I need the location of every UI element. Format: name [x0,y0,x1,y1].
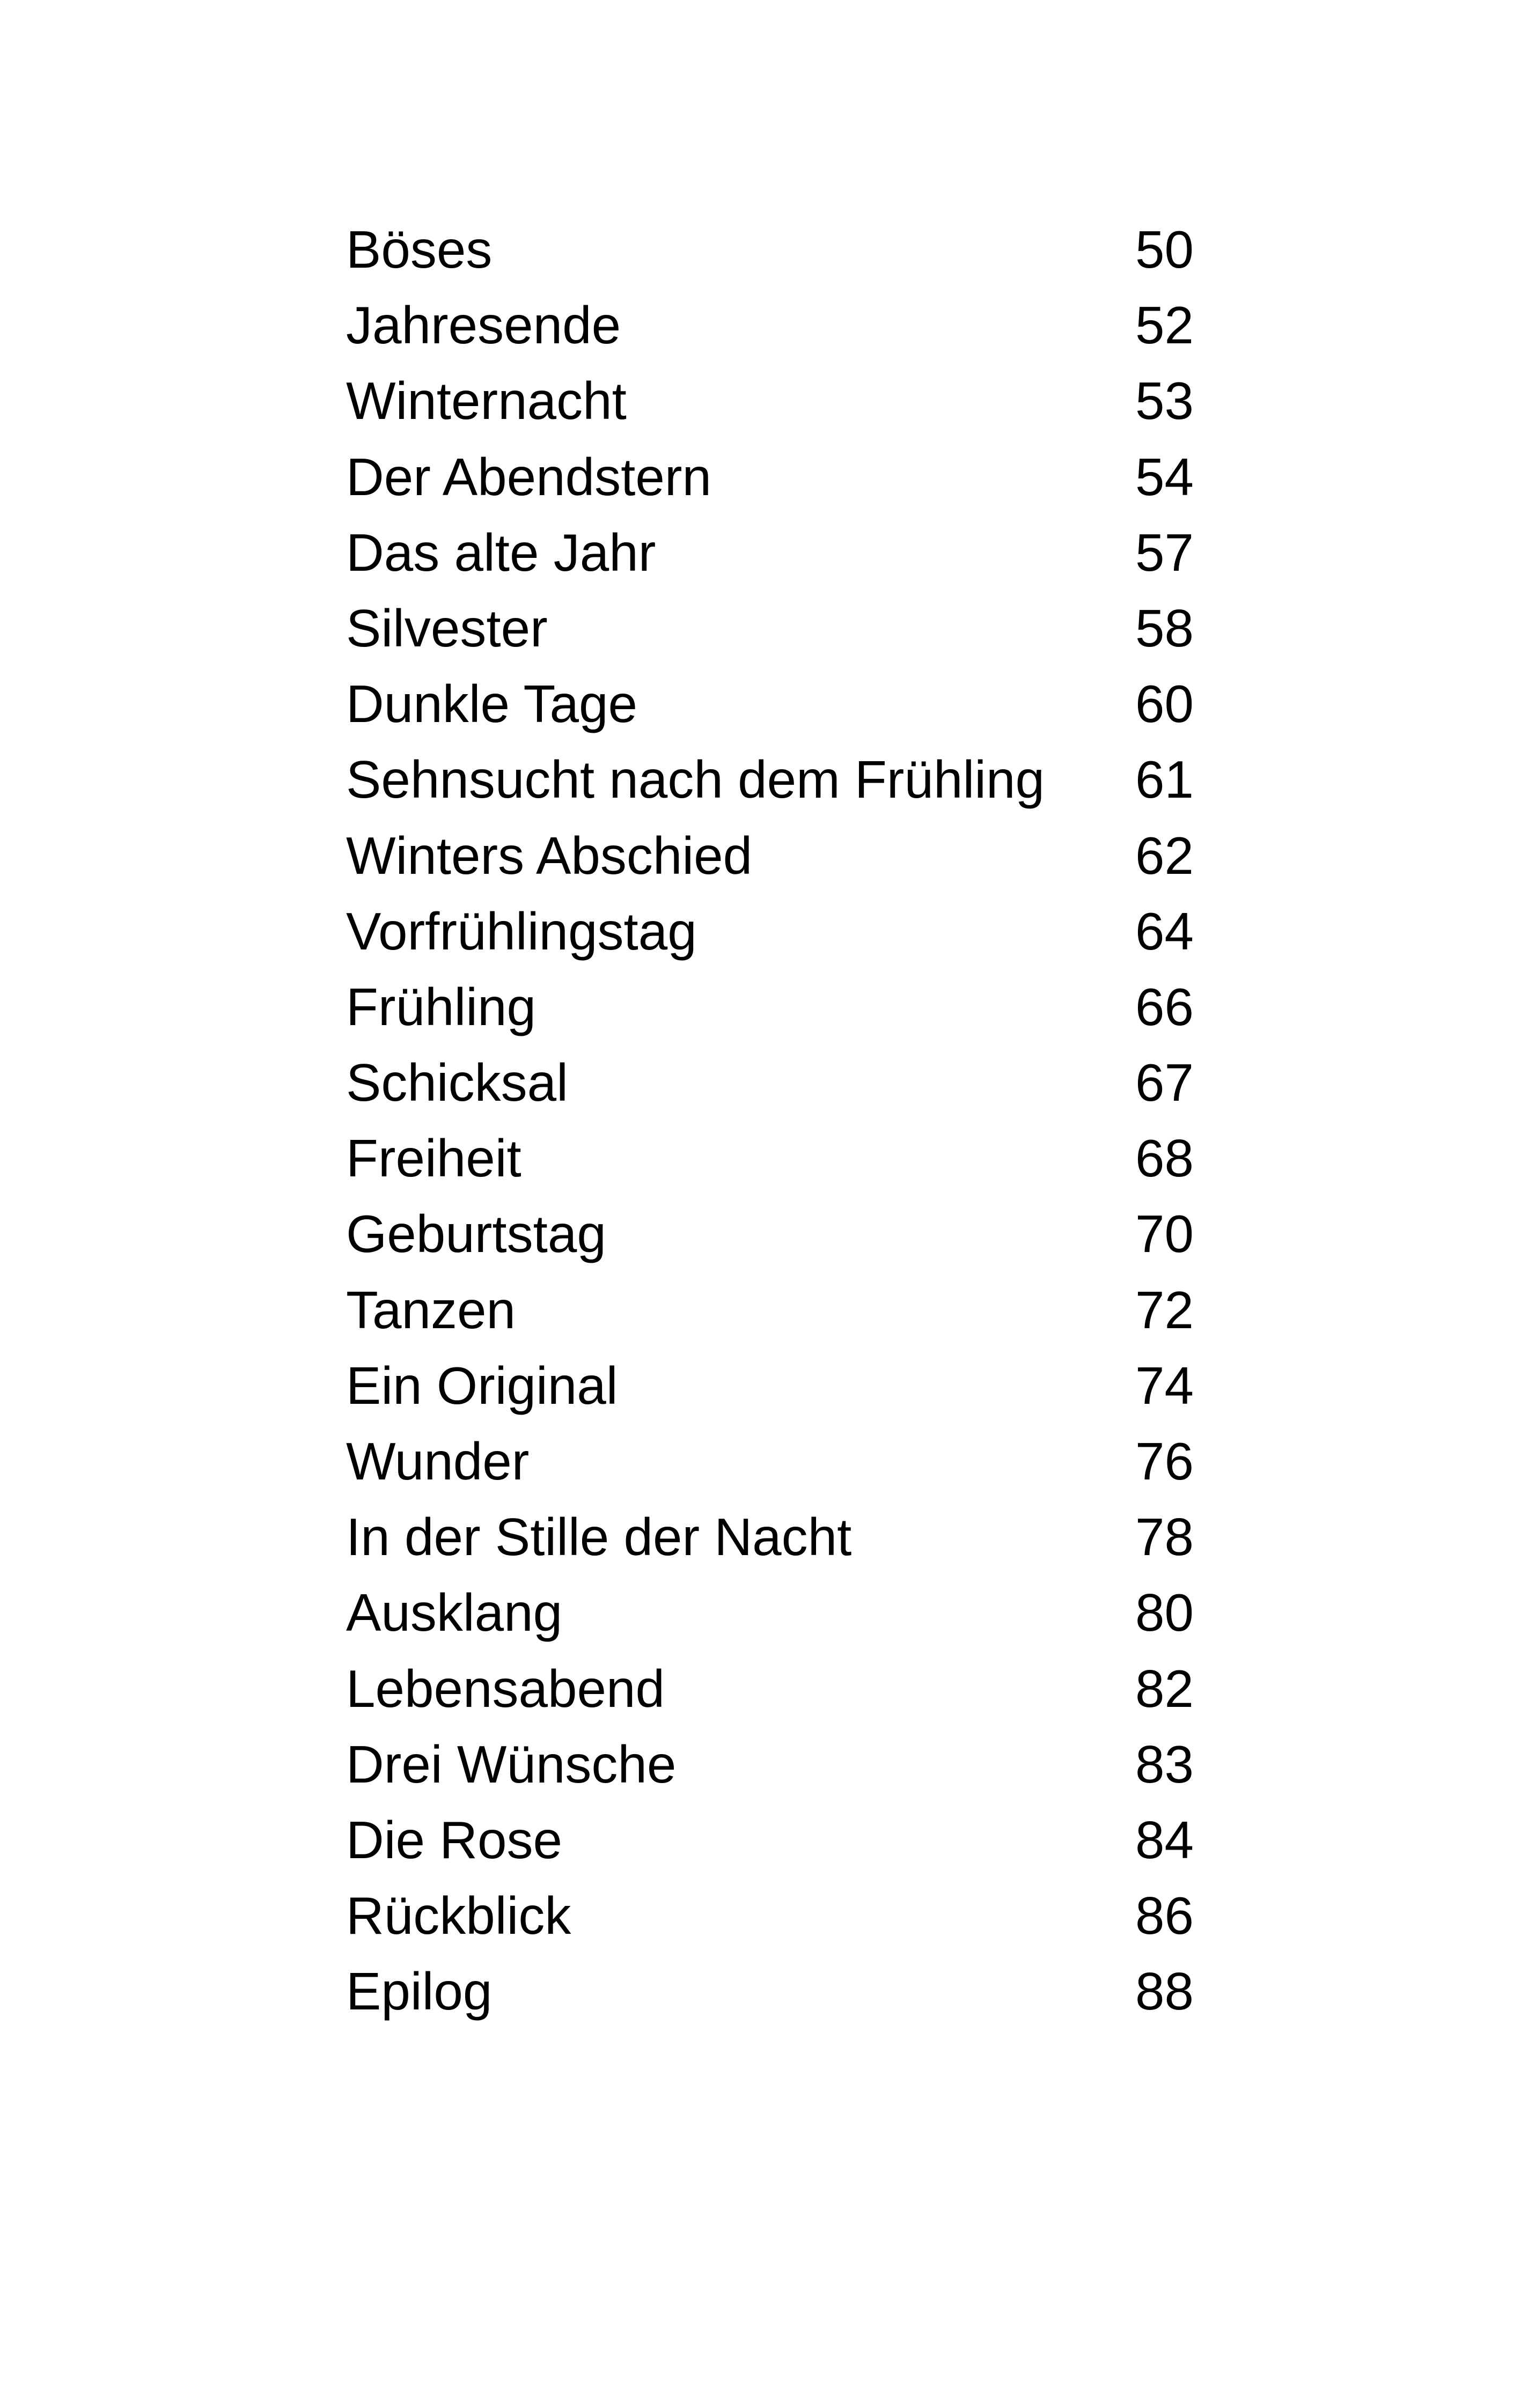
toc-entry-page-number: 86 [1135,1886,1194,1946]
toc-entry-title: Drei Wünsche [346,1734,677,1794]
toc-entry-title: Freiheit [346,1129,521,1188]
toc-entry-page-number: 68 [1135,1129,1194,1188]
toc-entry-page-number: 74 [1135,1356,1194,1415]
toc-entry-page-number: 60 [1135,674,1194,734]
toc-entry [346,1348,1194,1424]
toc-entry [346,894,1194,969]
toc-entry-page-number: 78 [1135,1507,1194,1567]
toc-entry-page-number: 58 [1135,598,1194,658]
toc-entry-page-number: 61 [1135,750,1194,809]
toc-entry [346,1878,1194,1954]
toc-entry [346,818,1194,894]
toc-entry [346,1045,1194,1121]
toc-entry-title: Vorfrühlingstag [346,901,697,961]
toc-entry-title: Ein Original [346,1356,618,1415]
toc-entry [346,1499,1194,1575]
toc-entry-page-number: 50 [1135,220,1194,279]
toc-entry-page-number: 53 [1135,371,1194,431]
toc-entry-title: Das alte Jahr [346,522,656,582]
toc-entry-title: Rückblick [346,1886,571,1946]
toc-entry-page-number: 88 [1135,1962,1194,2021]
toc-entry-page-number: 70 [1135,1204,1194,1264]
toc-entry [346,1651,1194,1727]
toc-entry-page-number: 67 [1135,1053,1194,1113]
toc-entry-title: Lebensabend [346,1659,665,1718]
toc-entry-title: Sehnsucht nach dem Frühling [346,750,1045,809]
toc-entry-title: Schicksal [346,1053,568,1113]
toc-entry [346,439,1194,515]
toc-entry-title: Jahresende [346,296,621,355]
toc-entry-title: In der Stille der Nacht [346,1507,852,1567]
toc-entry [346,1727,1194,1802]
toc-entry-title: Epilog [346,1962,493,2021]
toc-entry [346,1272,1194,1348]
toc-entry-page-number: 54 [1135,447,1194,506]
toc-entry-title: Geburtstag [346,1204,606,1264]
toc-entry-page-number: 82 [1135,1659,1194,1718]
toc-entry-title: Tanzen [346,1280,516,1339]
toc-entry-title: Frühling [346,977,537,1036]
toc-entry-title: Winternacht [346,371,627,431]
toc-entry-page-number: 52 [1135,296,1194,355]
toc-entry [346,1954,1194,2029]
toc-entry [346,1121,1194,1196]
toc-entry [346,1802,1194,1878]
toc-entry [346,515,1194,591]
toc-entry-page-number: 76 [1135,1432,1194,1491]
toc-entry-page-number: 72 [1135,1280,1194,1339]
toc-entry [346,1196,1194,1272]
toc-entry-page-number: 80 [1135,1583,1194,1643]
toc-entry [346,591,1194,666]
toc-entry [346,969,1194,1045]
toc-entry [346,212,1194,288]
toc-entry-page-number: 84 [1135,1810,1194,1869]
toc-entry [346,1575,1194,1651]
toc-entry-title: Böses [346,220,493,279]
toc-entry [346,1424,1194,1499]
toc-entry [346,666,1194,742]
toc-entry [346,363,1194,439]
toc-entry-page-number: 83 [1135,1734,1194,1794]
toc-entry [346,288,1194,363]
toc-entry-page-number: 66 [1135,977,1194,1036]
toc-entry-title: Die Rose [346,1810,563,1869]
toc-entry-page-number: 57 [1135,522,1194,582]
toc-entry-title: Der Abendstern [346,447,711,506]
toc-entry-page-number: 62 [1135,826,1194,885]
toc-entry-title: Dunkle Tage [346,674,638,734]
toc-entry-title: Silvester [346,598,548,658]
toc-entry-page-number: 64 [1135,901,1194,961]
toc-entry-title: Wunder [346,1432,530,1491]
toc-entry [346,742,1194,818]
toc-entry-title: Winters Abschied [346,826,753,885]
toc-entry-title: Ausklang [346,1583,563,1643]
table-of-contents [346,212,1194,2030]
